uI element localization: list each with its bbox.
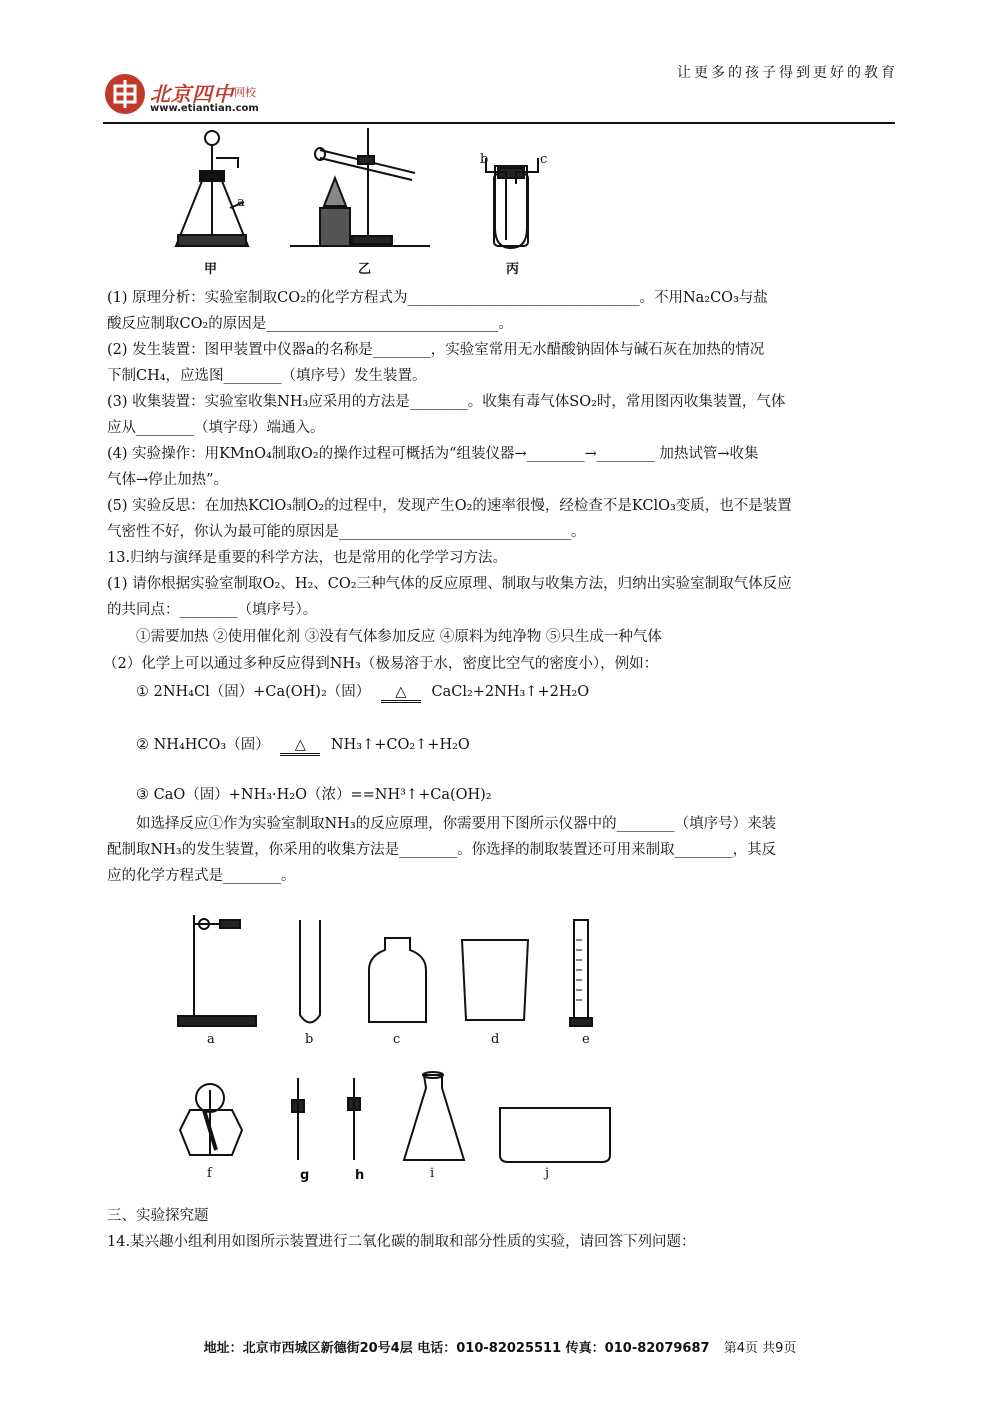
figure2-label-d: d <box>491 1032 500 1047</box>
text-line: (4) 实验操作：用KMnO₄制取O₂的操作过程可概括为“组装仪器→________→________ 加热试管→收集 <box>107 446 759 462</box>
header-slogan: 让更多的孩子得到更好的教育 <box>677 65 898 81</box>
figure1-label-jia: 甲 <box>204 262 218 277</box>
text-line: (1) 原理分析：实验室制取CO₂的化学方程式为________________________________。不用Na₂CO₃与盐 <box>107 290 768 306</box>
figure2-label-f: f <box>207 1166 212 1181</box>
figure1-label-yi: 乙 <box>358 262 372 277</box>
text-line: 气体→停止加热”。 <box>107 472 229 488</box>
reaction-3: ③ CaO（固）+NH₃·H₂O（浓）==NH³↑+Ca(OH)₂ <box>136 787 492 803</box>
text-line: (1) 请你根据实验室制取O₂、H₂、CO₂三种气体的反应原理、制取与收集方法，归纳出实验室制取气体反应 <box>107 576 792 592</box>
section-title: 三、实验探究题 <box>107 1208 209 1224</box>
option-list: ①需要加热 ②使用催化剂 ③没有气体参加反应 ④原料为纯净物 ⑤只生成一种气体 <box>136 629 662 645</box>
reaction-2: ② NH₄HCO₃（固） △ NH₃↑+CO₂↑+H₂O <box>136 733 926 757</box>
figure2-label-h: h <box>355 1168 365 1183</box>
apparatus-figure-1 <box>160 128 580 278</box>
text-line: 应的化学方程式是________。 <box>107 868 296 884</box>
figure2-label-e: e <box>582 1032 590 1047</box>
text-line: (5) 实验反思：在加热KClO₃制O₂的过程中，发现产生O₂的速率很慢，经检查不是KClO₃变质，也不是装置 <box>107 498 792 514</box>
heat-condition: △ <box>280 737 320 756</box>
logo-name: 北京四中 <box>150 82 234 106</box>
text-line: 的共同点：________（填序号）。 <box>107 602 318 618</box>
logo-url: www.etiantian.com <box>150 103 259 114</box>
footer-address: 地址：北京市西城区新德街20号4层 电话：010-82025511 传真：010-82079687 <box>203 1341 710 1356</box>
figure2-label-b: b <box>305 1032 314 1047</box>
text-line: （2）化学上可以通过多种反应得到NH₃（极易溶于水，密度比空气的密度小），例如： <box>103 656 659 672</box>
figure1-letter-c: c <box>540 152 548 167</box>
text-line: 下制CH₄，应选图________（填序号）发生装置。 <box>107 368 427 384</box>
text-line: (3) 收集装置：实验室收集NH₃应采用的方法是________。收集有毒气体SO₂时，常用图丙收集装置，气体 <box>107 394 786 410</box>
figure2-label-g: g <box>300 1168 310 1183</box>
text-line: (2) 发生装置：图甲装置中仪器a的名称是________，实验室常用无水醋酸钠固体与碱石灰在加热的情况 <box>107 342 765 358</box>
footer-page: 第4页 共9页 <box>723 1341 797 1356</box>
logo-sub: 网校 <box>234 86 256 99</box>
figure2-label-c: c <box>393 1032 401 1047</box>
figure1-label-bing: 丙 <box>506 262 520 277</box>
question-13: 13.归纳与演绎是重要的科学方法，也是常用的化学学习方法。 <box>107 550 508 566</box>
text-line: 应从________（填字母）端通入。 <box>107 420 325 436</box>
figure1-letter-a: a <box>237 195 245 210</box>
text-line: 配制取NH₃的发生装置，你采用的收集方法是________。你选择的制取装置还可用来制取________，其反 <box>107 842 777 858</box>
footer <box>0 1337 1000 1356</box>
reaction-1: ① 2NH₄Cl（固）+Ca(OH)₂（固） △ CaCl₂+2NH₃↑+2H₂O <box>136 680 926 704</box>
figure2-label-j: j <box>545 1166 550 1181</box>
text-line: 如选择反应①作为实验室制取NH₃的反应原理，你需要用下图所示仪器中的________（填序号）来装 <box>136 816 777 832</box>
text-line: 酸反应制取CO₂的原因是________________________________。 <box>107 316 513 332</box>
heat-condition: △ <box>381 684 421 703</box>
figure2-label-i: i <box>430 1166 435 1181</box>
question-14: 14.某兴趣小组利用如图所示装置进行二氧化碳的制取和部分性质的实验，请回答下列问题： <box>107 1234 696 1250</box>
header-rule <box>103 122 895 124</box>
figure1-letter-b: b <box>480 152 489 167</box>
text-line: 气密性不好，你认为最可能的原因是________________________________。 <box>107 524 586 540</box>
school-logo-icon <box>103 72 147 116</box>
figure2-label-a: a <box>207 1032 215 1047</box>
